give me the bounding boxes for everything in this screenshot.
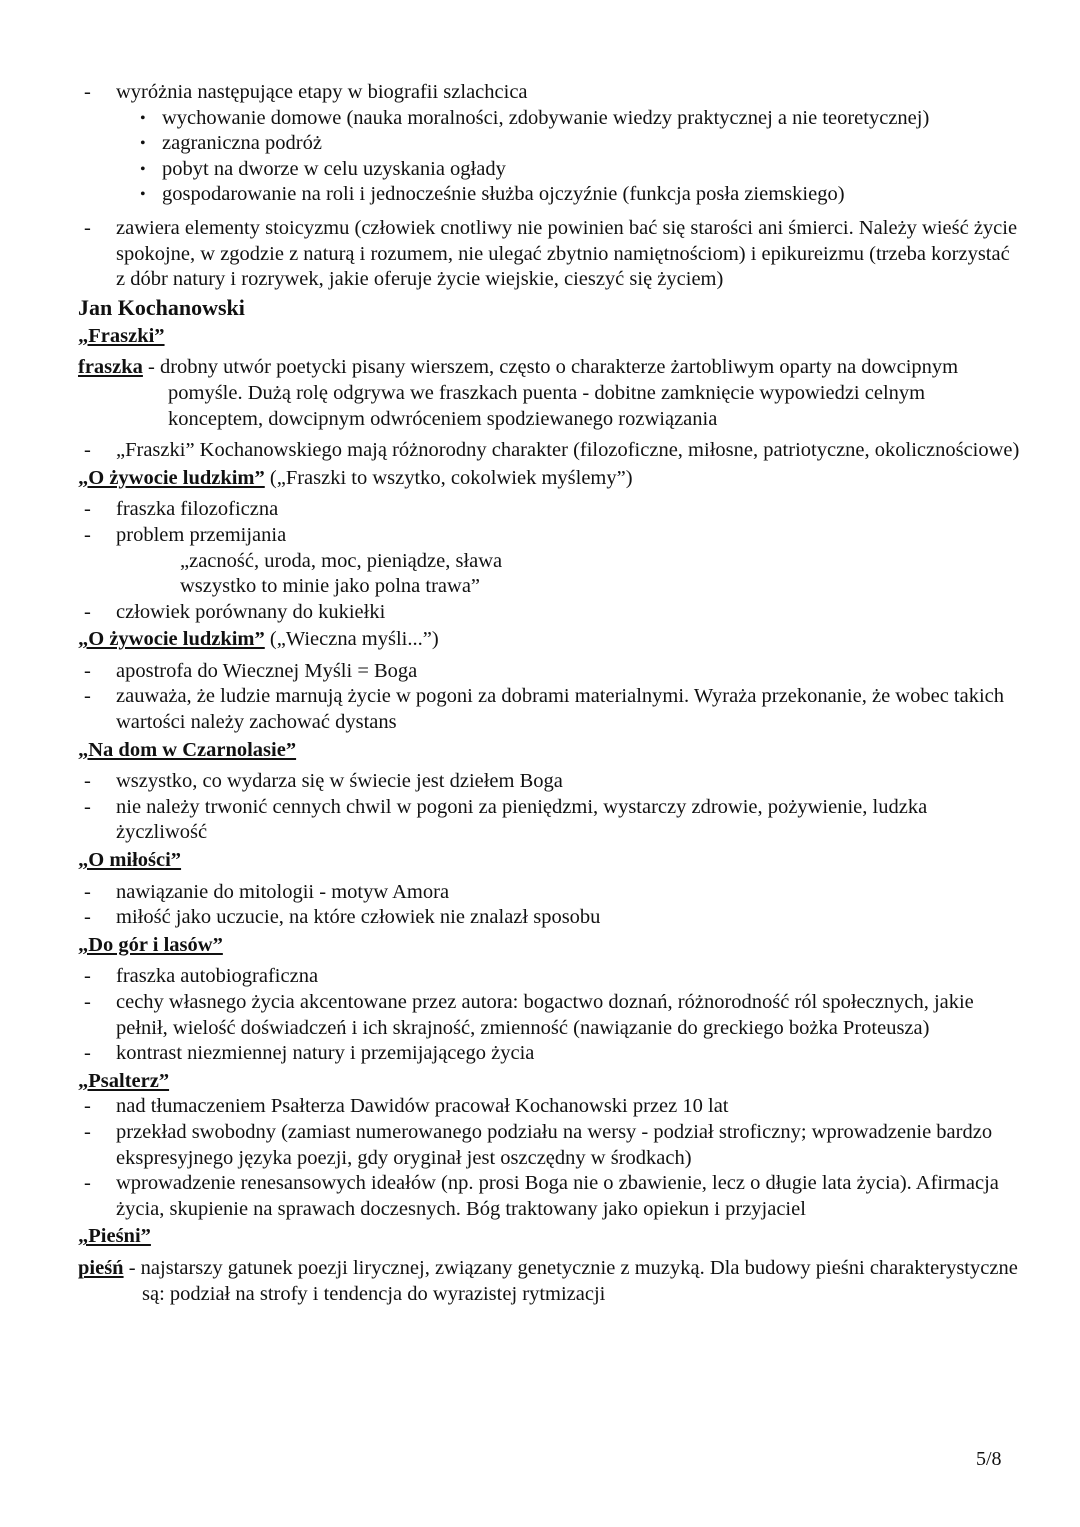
list-item: - problem przemijania	[0, 523, 1080, 549]
section-title: „Na dom w Czarnolasie”	[78, 738, 297, 761]
section-heading-fraszki	[0, 324, 1080, 350]
definition-term: fraszka	[78, 356, 143, 379]
list-item: - „Fraszki” Kochanowskiego mają różnorodny charakter (filozoficzne, miłosne, patriotyczne, okolicznościowe)	[0, 438, 1080, 464]
section-heading-piesni	[0, 1224, 1080, 1250]
bullet-item: • wychowanie domowe (nauka moralności, zdobywanie wiedzy praktycznej a nie teoretycznej)	[0, 106, 1080, 132]
section-heading-zywot-1	[0, 466, 1080, 492]
bullet-item: • pobyt na dworze w celu uzyskania ogłady	[0, 157, 1080, 183]
list-item: - cechy własnego życia akcentowane przez autora: bogactwo doznań, różnorodność ról społecznych, jakie pełnił, wielość doświadczeń i ich skrajność, zmienność (nawiązanie do greckiego bożka Proteusza)	[0, 990, 1080, 1041]
section-title: „Do gór i lasów”	[78, 933, 223, 956]
definition-piesn	[0, 1256, 1080, 1307]
section-subtitle: („Fraszki to wszytko, cokolwiek myślemy”)	[264, 466, 633, 489]
section-heading-czarnolas	[0, 738, 1080, 764]
author-heading: Jan Kochanowski	[78, 294, 245, 320]
section-title: „Psalterz”	[78, 1069, 170, 1092]
list-item: - wyróżnia następujące etapy w biografii szlachcica	[0, 80, 1080, 106]
bullet-item: • zagraniczna podróż	[0, 131, 1080, 157]
list-item: - przekład swobodny (zamiast numerowanego podziału na wersy - podział stroficzny; wprowadzenie bardzo ekspresyjnego języka poezji, gdy oryginał jest oszczędny w środkach)	[0, 1120, 1080, 1171]
list-item: - fraszka filozoficzna	[0, 497, 1080, 523]
section-heading-gory	[0, 933, 1080, 959]
bullet-item: • gospodarowanie na roli i jednocześnie służba ojczyźnie (funkcja posła ziemskiego)	[0, 182, 1080, 208]
section-heading-psalterz	[0, 1069, 1080, 1095]
list-item: - nad tłumaczeniem Psałterza Dawidów pracował Kochanowski przez 10 lat	[0, 1094, 1080, 1120]
list-item: - fraszka autobiograficzna	[0, 964, 1080, 990]
definition-text: - drobny utwór poetycki pisany wierszem, często o charakterze żartobliwym oparty na dowcipnym pomyśle. Dużą rolę odgrywa we fraszkach puenta - dobitne zamknięcie wypowiedzi celnym konceptem, dowcipnym odwróceniem spodziewanego rozwiązania	[142, 356, 959, 430]
section-title: „O żywocie ludzkim”	[78, 466, 265, 489]
quote-line: wszystko to minie jako polna trawa”	[180, 575, 481, 598]
document-page	[0, 80, 1080, 1307]
definition-fraszka	[0, 355, 1080, 432]
section-title: „O miłości”	[78, 849, 182, 872]
definition-text: - najstarszy gatunek poezji lirycznej, związany genetycznie z muzyką. Dla budowy pieśni charakterystyczne są: podział na strofy i tendencja do wyrazistej rytmizacji	[123, 1256, 1018, 1305]
list-item: - wprowadzenie renesansowych ideałów (np. prosi Boga nie o zbawienie, lecz o długie lata życia). Afirmacja życia, skupienie na sprawach doczesnych. Bóg traktowany jako opiekun i przyjaciel	[0, 1171, 1080, 1222]
page-number: 5/8	[976, 1448, 1002, 1470]
section-title: „O żywocie ludzkim”	[78, 628, 265, 651]
section-title: „Fraszki”	[78, 324, 165, 347]
section-subtitle: („Wieczna myśli...”)	[264, 628, 439, 651]
list-item: - nawiązanie do mitologii - motyw Amora	[0, 880, 1080, 906]
list-item: - nie należy trwonić cennych chwil w pogoni za pieniędzmi, wystarczy zdrowie, pożywienie, ludzka życzliwość	[0, 795, 1080, 846]
section-title: „Pieśni”	[78, 1225, 151, 1248]
list-item: - miłość jako uczucie, na które człowiek nie znalazł sposobu	[0, 905, 1080, 931]
list-item: - wszystko, co wydarza się w świecie jest dziełem Boga	[0, 769, 1080, 795]
list-item: - apostrofa do Wiecznej Myśli = Boga	[0, 659, 1080, 685]
list-item: - zawiera elementy stoicyzmu (człowiek cnotliwy nie powinien bać się starości ani śmierci. Należy wieść życie spokojne, w zgodzie z naturą i rozumem, nie ulegać zbytnio namiętnościom) i epikureizmu (trzeba korzystać z dóbr natury i rozrywek, jakie oferuje życie wiejskie, cieszyć się życiem)	[0, 216, 1080, 293]
section-heading-zywot-2	[0, 627, 1080, 653]
quote-line: „zacność, uroda, moc, pieniądze, sława	[180, 549, 503, 572]
definition-term: pieśń	[78, 1256, 124, 1279]
section-heading-milosc	[0, 848, 1080, 874]
list-item: - człowiek porównany do kukiełki	[0, 600, 1080, 626]
list-item: - kontrast niezmiennej natury i przemijającego życia	[0, 1041, 1080, 1067]
list-item: - zauważa, że ludzie marnują życie w pogoni za dobrami materialnymi. Wyraża przekonanie, że wobec takich wartości należy zachować dystans	[0, 684, 1080, 735]
